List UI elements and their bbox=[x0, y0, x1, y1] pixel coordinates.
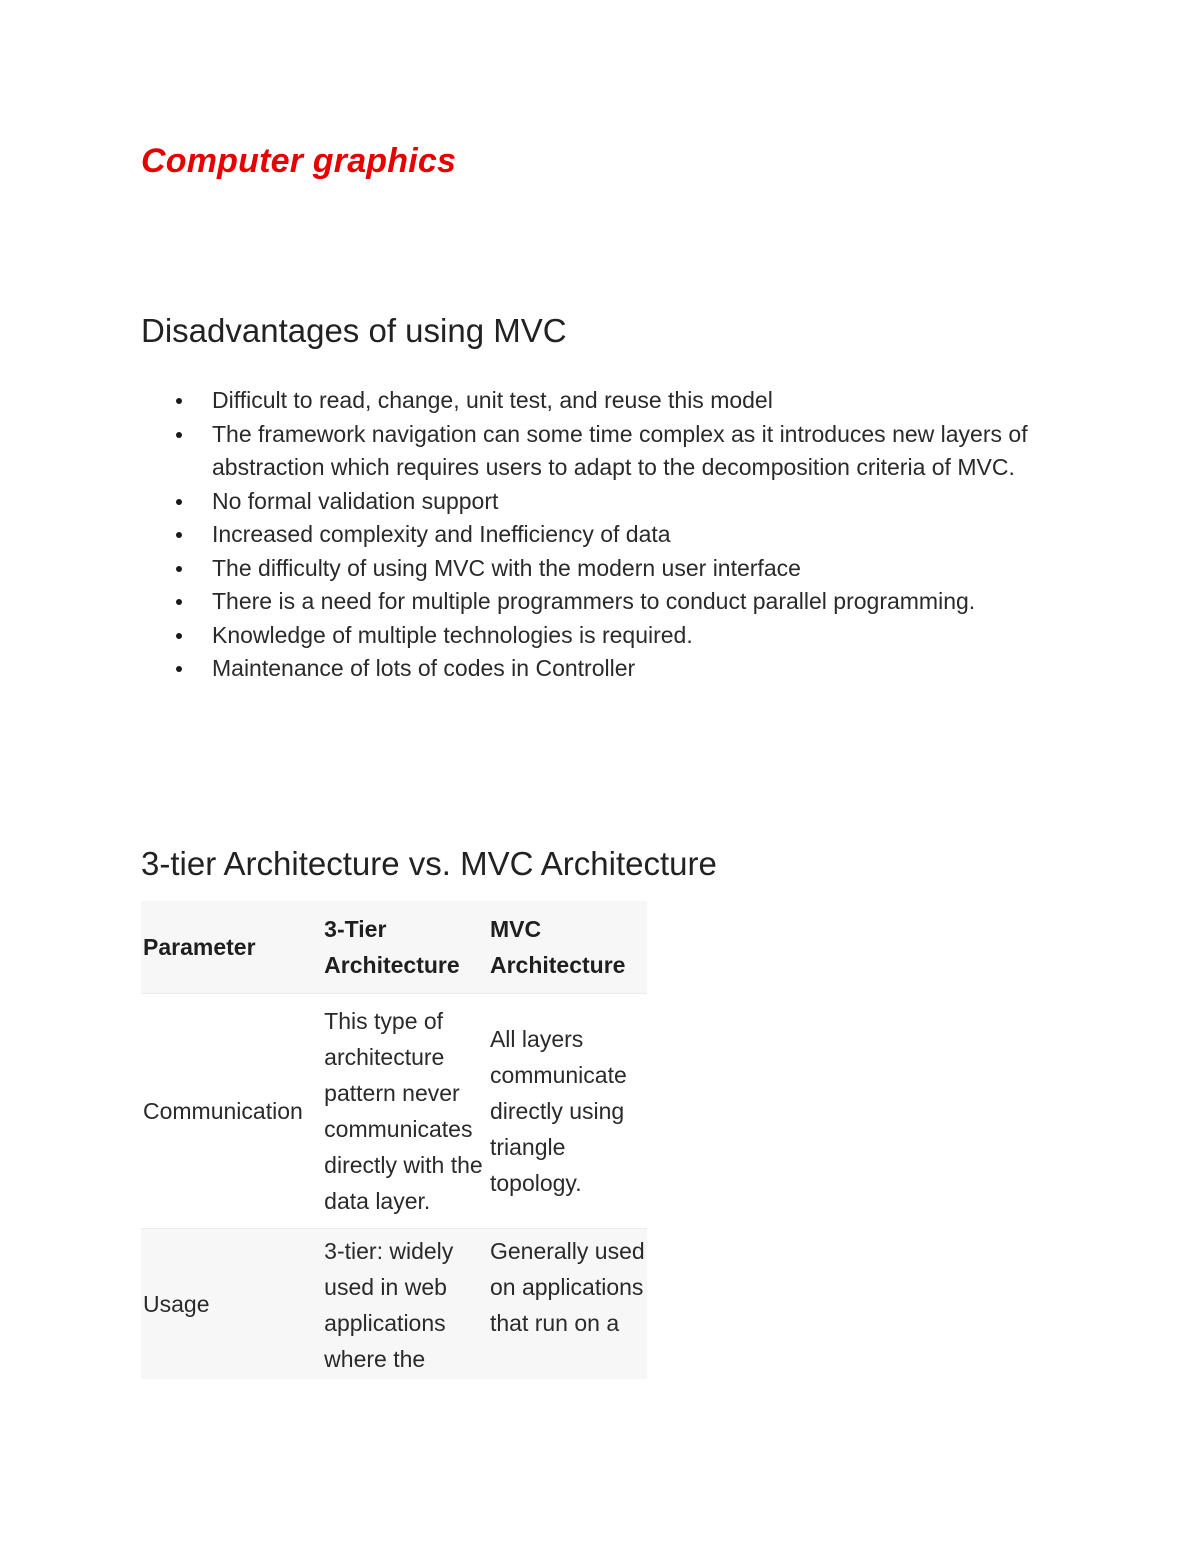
list-item: The framework navigation can some time complex as it introduces new layers of abstraction which requires users to adapt to the decomposition criteria of MVC. bbox=[141, 418, 1081, 485]
comparison-heading: 3-tier Architecture vs. MVC Architecture bbox=[141, 845, 717, 882]
list-item: Increased complexity and Inefficiency of data bbox=[141, 518, 1081, 552]
bullet-icon bbox=[176, 633, 182, 639]
cell-mvc: All layers communicate directly using triangle topology. bbox=[488, 994, 647, 1229]
bullet-icon bbox=[176, 599, 182, 605]
bullet-icon bbox=[176, 432, 182, 438]
cell-parameter: Usage bbox=[141, 1229, 322, 1380]
cell-3-tier: This type of architecture pattern never communicates directly with the data layer. bbox=[322, 994, 488, 1229]
bullet-icon bbox=[176, 398, 182, 404]
bullet-icon bbox=[176, 532, 182, 538]
list-item: The difficulty of using MVC with the modern user interface bbox=[141, 552, 1081, 586]
bullet-icon bbox=[176, 666, 182, 672]
disadvantages-heading: Disadvantages of using MVC bbox=[141, 312, 567, 349]
header-parameter: Parameter bbox=[143, 934, 256, 960]
comparison-table bbox=[141, 901, 647, 1379]
table-header-row bbox=[141, 901, 647, 994]
header-3-tier: 3-Tier Architecture bbox=[324, 916, 460, 978]
cell-parameter: Communication bbox=[141, 994, 322, 1229]
list-item: Difficult to read, change, unit test, and reuse this model bbox=[141, 384, 1081, 418]
bullet-icon bbox=[176, 566, 182, 572]
list-item: Knowledge of multiple technologies is required. bbox=[141, 619, 1081, 653]
page-title: Computer graphics bbox=[141, 142, 457, 180]
list-item: Maintenance of lots of codes in Controller bbox=[141, 652, 1081, 686]
list-item: There is a need for multiple programmers to conduct parallel programming. bbox=[141, 585, 1081, 619]
table-row bbox=[141, 994, 647, 1229]
bullet-icon bbox=[176, 499, 182, 505]
list-item: No formal validation support bbox=[141, 485, 1081, 519]
cell-mvc: Generally used on applications that run on a bbox=[488, 1229, 647, 1380]
table-row bbox=[141, 1229, 647, 1380]
disadvantages-list bbox=[141, 384, 1081, 686]
cell-3-tier: 3-tier: widely used in web applications where the bbox=[322, 1229, 488, 1380]
header-mvc: MVC Architecture bbox=[489, 916, 626, 978]
